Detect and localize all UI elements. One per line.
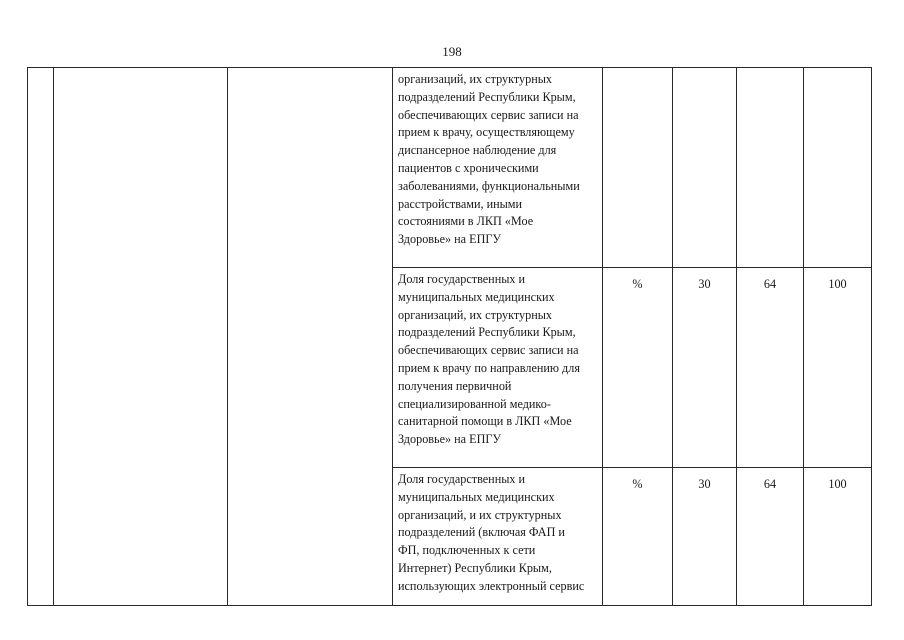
page-number: 198: [442, 44, 462, 59]
indicator-line: диспансерное наблюдение для: [398, 143, 557, 158]
indicator-line: получения первичной: [398, 378, 512, 393]
unit-cell: %: [603, 268, 673, 468]
indicator-cell: [393, 68, 603, 268]
value-3-cell: 100: [804, 468, 872, 606]
value-2-cell: 64: [737, 268, 804, 468]
indicator-line: Здоровье» на ЕПГУ: [398, 432, 502, 447]
indicator-cell: [393, 268, 603, 468]
indicator-line: заболеваниями, функциональными: [398, 178, 580, 193]
value-1-cell: [673, 68, 737, 268]
index-cell: [28, 68, 54, 606]
indicator-line: обеспечивающих сервис записи на: [398, 343, 579, 358]
value-2-cell: 64: [737, 468, 804, 606]
goal-cell: [228, 68, 393, 606]
indicator-line: прием к врачу, осуществляющему: [398, 125, 575, 140]
value-3-cell: 100: [804, 268, 872, 468]
value-1-cell: 30: [673, 468, 737, 606]
value-2-cell: [737, 68, 804, 268]
indicator-line: муниципальных медицинских: [398, 289, 555, 304]
indicator-line: Доля государственных и: [398, 472, 526, 486]
indicator-line: муниципальных медицинских: [398, 489, 555, 504]
indicator-line: подразделений Республики Крым,: [398, 89, 576, 104]
indicator-line: санитарной помощи в ЛКП «Мое: [398, 414, 572, 429]
value-1-cell: 30: [673, 268, 737, 468]
indicator-line: Доля государственных и: [398, 272, 526, 286]
indicator-line: ФП, подключенных к сети: [398, 543, 536, 558]
indicator-line: обеспечивающих сервис записи на: [398, 107, 579, 122]
indicator-cell: [393, 468, 603, 606]
indicator-line: организаций, их структурных: [398, 307, 553, 322]
indicator-line: использующих электронный сервис: [398, 578, 585, 593]
indicator-line: подразделений (включая ФАП и: [398, 525, 565, 540]
indicator-line: прием к врачу по направлению для: [398, 360, 580, 375]
indicator-line: состояниями в ЛКП «Мое: [398, 214, 534, 229]
program-cell: [54, 68, 228, 606]
indicators-table: [27, 67, 872, 606]
indicator-line: организаций, их структурных: [398, 72, 553, 86]
table-row: [28, 68, 872, 268]
indicator-line: специализированной медико-: [398, 396, 551, 411]
indicator-line: Здоровье» на ЕПГУ: [398, 232, 502, 247]
indicator-line: пациентов с хроническими: [398, 160, 539, 175]
value-3-cell: [804, 68, 872, 268]
indicator-line: организаций, и их структурных: [398, 507, 562, 522]
indicator-line: расстройствами, иными: [398, 196, 523, 211]
unit-cell: %: [603, 468, 673, 606]
indicator-line: подразделений Республики Крым,: [398, 325, 576, 340]
indicator-line: Интернет) Республики Крым,: [398, 560, 552, 575]
unit-cell: [603, 68, 673, 268]
